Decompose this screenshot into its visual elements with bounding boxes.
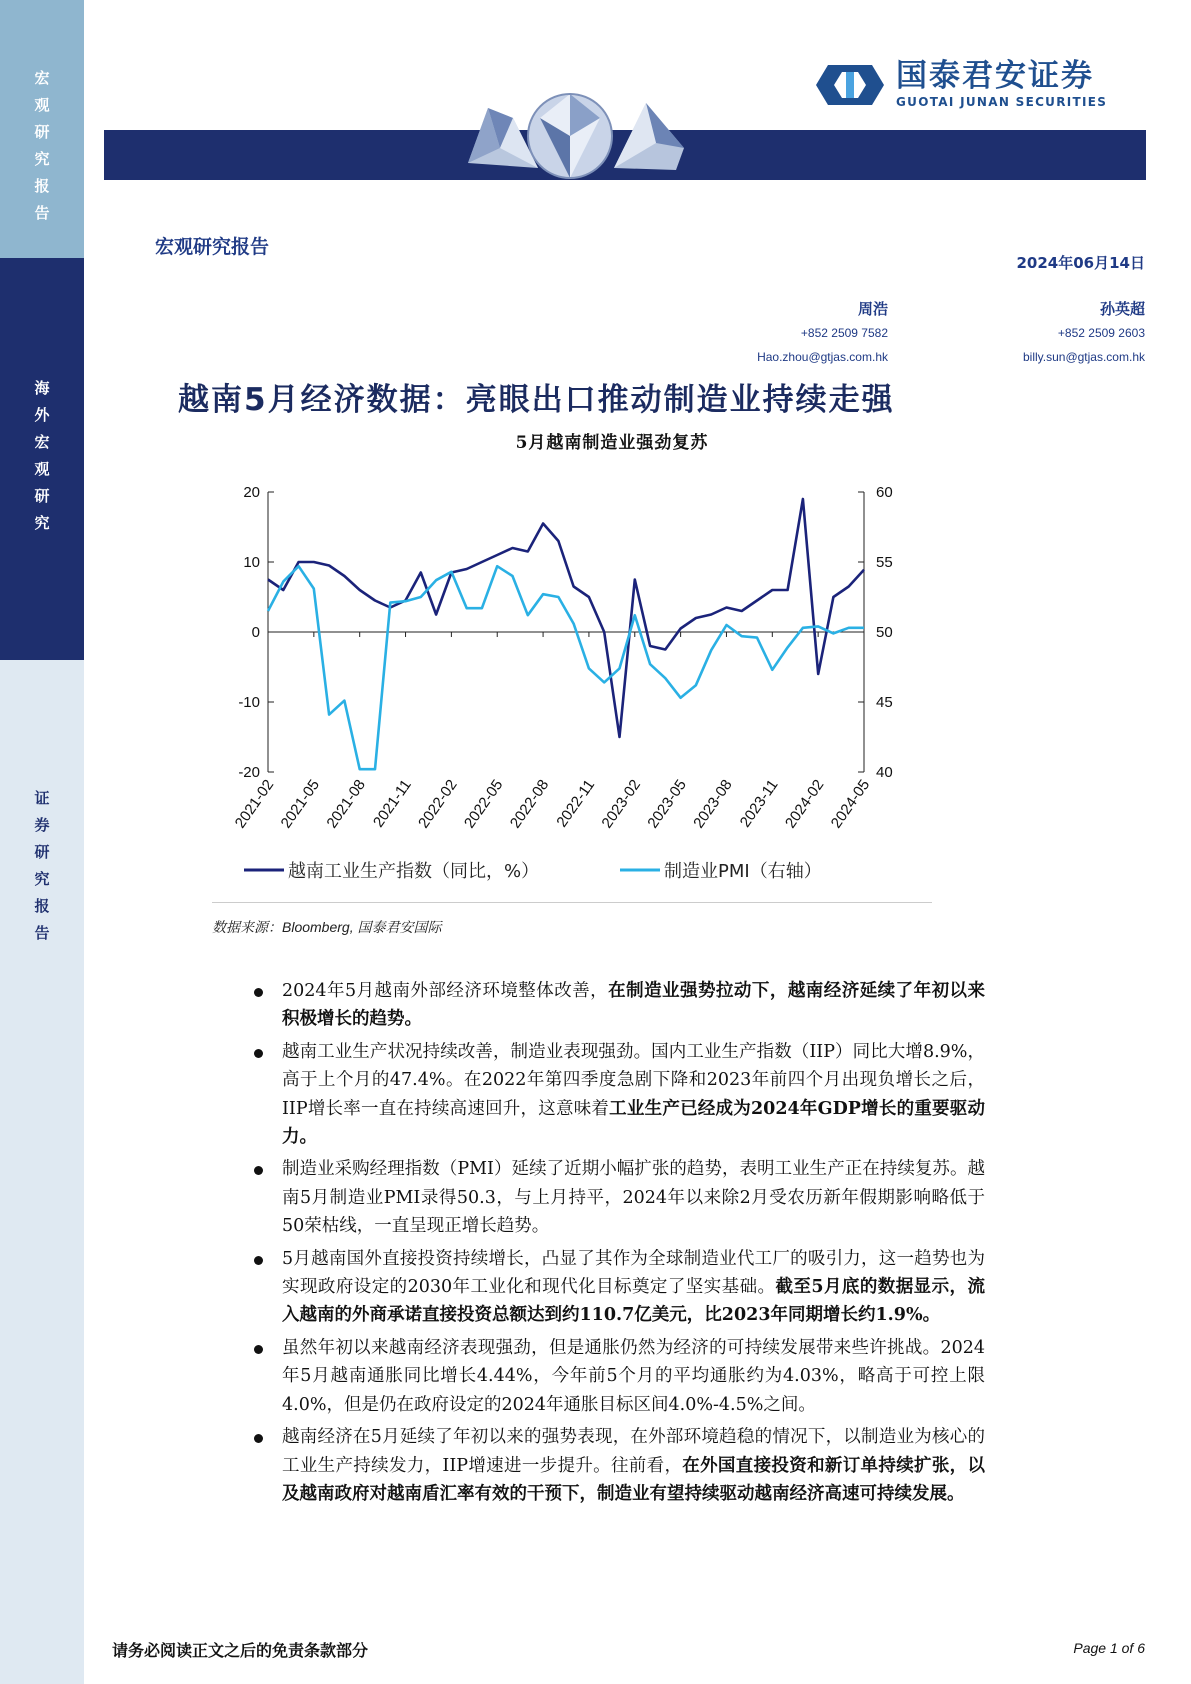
author-card: [1023, 297, 1145, 369]
author-name: 周浩: [857, 300, 888, 318]
series-line-1: [268, 499, 864, 737]
document-type: 宏观研究报告: [155, 236, 270, 258]
x-tick-label: 2024-05: [827, 776, 874, 832]
page-number: Page 1 of 6: [1073, 1640, 1145, 1656]
y-tick-left-label: 0: [251, 624, 260, 641]
bullet-item: 越南经济在5月延续了年初以来的强势表现，在外部环境趋稳的情况下，以制造业为核心的工业生产持续发力，IIP增速进一步提升。往前看，在外国直接投资和新订单持续扩张，以及越南政府对越南盾汇率有效的干预下，制造业有望持续驱动越南经济高速可持续发展。: [250, 1423, 985, 1508]
y-tick-right-label: 55: [876, 554, 893, 571]
brand-name-en: GUOTAI JUNAN SECURITIES: [896, 95, 1108, 109]
legend-label: 越南工业生产指数（同比，%）: [288, 861, 540, 882]
y-tick-left-label: -20: [238, 764, 260, 781]
bullet-dot-icon: [254, 988, 263, 997]
legend-label: 制造业PMI（右轴）: [664, 861, 822, 882]
x-tick-label: 2021-11: [369, 776, 415, 831]
series-line-2: [268, 566, 864, 769]
y-tick-right-label: 40: [876, 764, 893, 781]
report-title: 越南5月经济数据：亮眼出口推动制造业持续走强: [178, 382, 895, 418]
footer-disclaimer[interactable]: 请务必阅读正文之后的免责条款部分: [112, 1641, 369, 1660]
bullet-item: 越南工业生产状况持续改善，制造业表现强劲。国内工业生产指数（IIP）同比大增8.9%，高于上个月的47.4%。在2022年第四季度急剧下降和2023年前四个月出现负增长之后，IIP增长率一直在持续高速回升，这意味着工业生产已经成为2024年GDP增长的重要驱动力。: [250, 1038, 985, 1152]
bullet-item: 5月越南国外直接投资持续增长，凸显了其作为全球制造业代工厂的吸引力，这一趋势也为实现政府设定的2030年工业化和现代化目标奠定了坚实基础。截至5月底的数据显示，流入越南的外商承诺直接投资总额达到约110.7亿美元，比2023年同期增长约1.9%。: [250, 1245, 985, 1330]
x-tick-label: 2023-02: [598, 776, 645, 832]
sidebar-section-bottom: [0, 660, 84, 1684]
y-tick-right-label: 45: [876, 694, 893, 711]
bullet-dot-icon: [254, 1049, 263, 1058]
chart-container: [212, 470, 932, 903]
x-tick-label: 2022-05: [460, 776, 507, 832]
bullet-list: [250, 977, 985, 1512]
sidebar-label-top: 宏观研究报告: [32, 70, 51, 232]
bullet-item: 虽然年初以来越南经济表现强劲，但是通胀仍然为经济的可持续发展带来些许挑战。2024年5月越南通胀同比增长4.44%，今年前5个月的平均通胀约为4.03%，略高于可控上限4.0%，但是仍在政府设定的2024年通胀目标区间4.0%-4.5%之间。: [250, 1334, 985, 1419]
author-email[interactable]: billy.sun@gtjas.com.hk: [1022, 350, 1145, 364]
y-tick-right-label: 60: [876, 484, 893, 501]
bullet-item: 制造业采购经理指数（PMI）延续了近期小幅扩张的趋势，表明工业生产正在持续复苏。越南5月制造业PMI录得50.3，与上月持平，2024年以来除2月受农历新年假期影响略低于50荣枯线，一直呈现正增长趋势。: [250, 1155, 985, 1240]
author-phone: +852 2509 7582: [800, 326, 888, 340]
y-tick-left-label: 10: [243, 554, 260, 571]
diamond-right-image: [606, 88, 692, 178]
report-date: 2024年06月14日: [1016, 254, 1145, 272]
x-tick-label: 2023-08: [690, 776, 736, 832]
x-tick-label: 2023-05: [644, 776, 690, 832]
diamond-center-image: [522, 88, 618, 184]
bullet-dot-icon: [254, 1434, 263, 1443]
x-tick-label: 2022-02: [415, 776, 461, 832]
y-tick-right-label: 50: [876, 624, 893, 641]
source-label: 数据来源：: [212, 920, 282, 936]
data-source: [212, 917, 441, 937]
brand-name-cn: 国泰君安证券: [896, 58, 1094, 94]
sidebar-section-middle: [0, 258, 84, 660]
line-chart: [212, 470, 932, 902]
chart-title: 5月越南制造业强劲复苏: [515, 433, 709, 453]
sidebar-label-middle: 海外宏观研究: [32, 380, 51, 542]
bullet-dot-icon: [254, 1256, 263, 1265]
x-tick-label: 2024-02: [781, 776, 828, 832]
y-tick-left-label: -10: [238, 694, 260, 711]
gtja-emblem-icon: [812, 61, 888, 109]
sidebar: [0, 0, 84, 1684]
x-tick-label: 2022-11: [553, 776, 599, 831]
author-phone: +852 2509 2603: [1057, 326, 1145, 340]
author-card: [757, 297, 888, 369]
company-logo: [812, 60, 1107, 109]
x-tick-label: 2021-02: [231, 776, 278, 832]
sidebar-section-top: [0, 0, 84, 258]
source-text: Bloomberg, 国泰君安国际: [282, 919, 442, 935]
x-tick-label: 2022-08: [506, 776, 553, 832]
bullet-item: 2024年5月越南外部经济环境整体改善，在制造业强势拉动下，越南经济延续了年初以来积极增长的趋势。: [250, 977, 985, 1034]
bullet-dot-icon: [254, 1166, 263, 1175]
author-name: 孙英超: [1099, 300, 1145, 318]
x-tick-label: 2021-05: [277, 776, 324, 832]
x-tick-label: 2021-08: [323, 776, 369, 832]
sidebar-label-bottom: 证券研究报告: [32, 790, 51, 952]
x-tick-label: 2023-11: [736, 776, 782, 831]
bullet-dot-icon: [254, 1345, 263, 1354]
author-email[interactable]: Hao.zhou@gtjas.com.hk: [757, 350, 888, 364]
y-tick-left-label: 20: [243, 484, 260, 501]
